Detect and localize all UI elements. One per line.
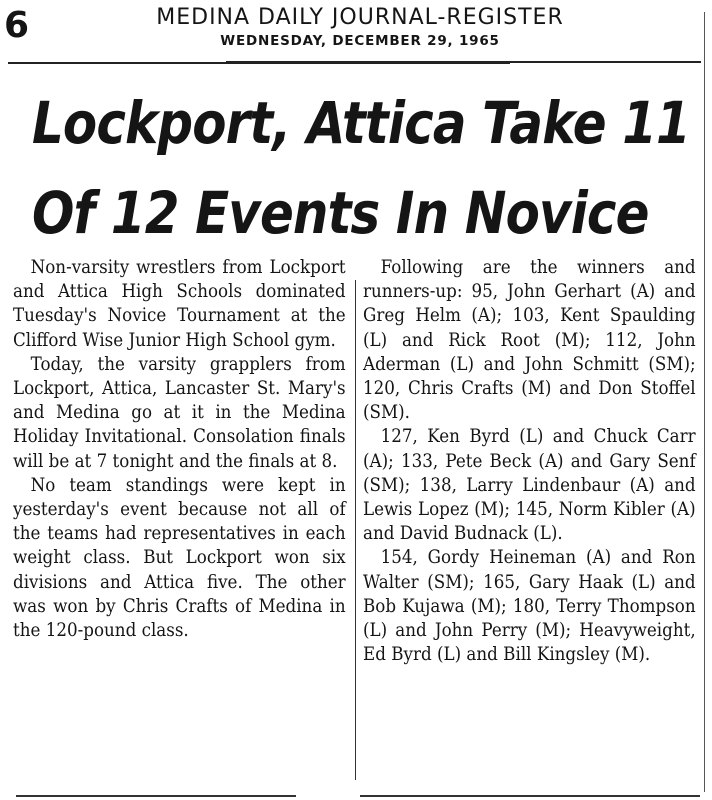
article-headline xyxy=(32,78,690,258)
masthead-rule-right xyxy=(226,61,701,63)
results-paragraph: 154, Gordy Heineman (A) and Ron Walter (SM); 165, Gary Haak (L) and Bob Kujawa (M); 180, Terry Thompson (L) and John Perry (M); Heavyweight, Ed Byrd (L) and Bill Kingsley (M). xyxy=(363,546,696,666)
publication-date: WEDNESDAY, DECEMBER 29, 1965 xyxy=(220,33,500,49)
bottom-rule-left xyxy=(16,795,296,797)
paragraph: Non-varsity wrestlers from Lockport and Attica High Schools dominated Tuesday's Novice Tournament at the Clifford Wise Junior High School gym. xyxy=(13,256,346,351)
headline-line-1: Lockport, Attica Take 11 xyxy=(32,89,690,157)
headline-line-2: Of 12 Events In Novice xyxy=(32,179,649,247)
newspaper-name: MEDINA DAILY JOURNAL-REGISTER xyxy=(156,5,564,30)
column-divider xyxy=(355,280,356,780)
page-number: 6 xyxy=(4,5,30,46)
page-edge-border xyxy=(704,12,705,792)
paragraph: No team standings were kept in yesterday's event because not all of the teams had representatives in each weight class. But Lockport won six divisions and Attica five. The other was won by Chris Crafts of Medina in the 120-pound class. xyxy=(13,473,346,642)
bottom-rule-right xyxy=(360,795,700,797)
article-column-left xyxy=(13,255,346,642)
results-paragraph: 127, Ken Byrd (L) and Chuck Carr (A); 133, Pete Beck (A) and Gary Senf (SM); 138, Larry Lindenbaur (A) and Lewis Lopez (M); 145, Norm Kibler (A) and David Budnack (L). xyxy=(363,425,696,545)
results-paragraph: Following are the winners and runners-up: 95, John Gerhart (A) and Greg Helm (A); 103, Kent Spaulding (L) and Rick Root (M); 112, John Aderman (L) and John Schmitt (SM); 120, Chris Crafts (M) and Don Stoffel (SM). xyxy=(363,256,696,424)
article-column-right xyxy=(363,255,696,666)
masthead xyxy=(100,4,620,50)
paragraph: Today, the varsity grapplers from Lockport, Attica, Lancaster St. Mary's and Medina go at it in the Medina Holiday Invitational. Consolation finals will be at 7 tonight and the finals at 8. xyxy=(13,352,346,472)
